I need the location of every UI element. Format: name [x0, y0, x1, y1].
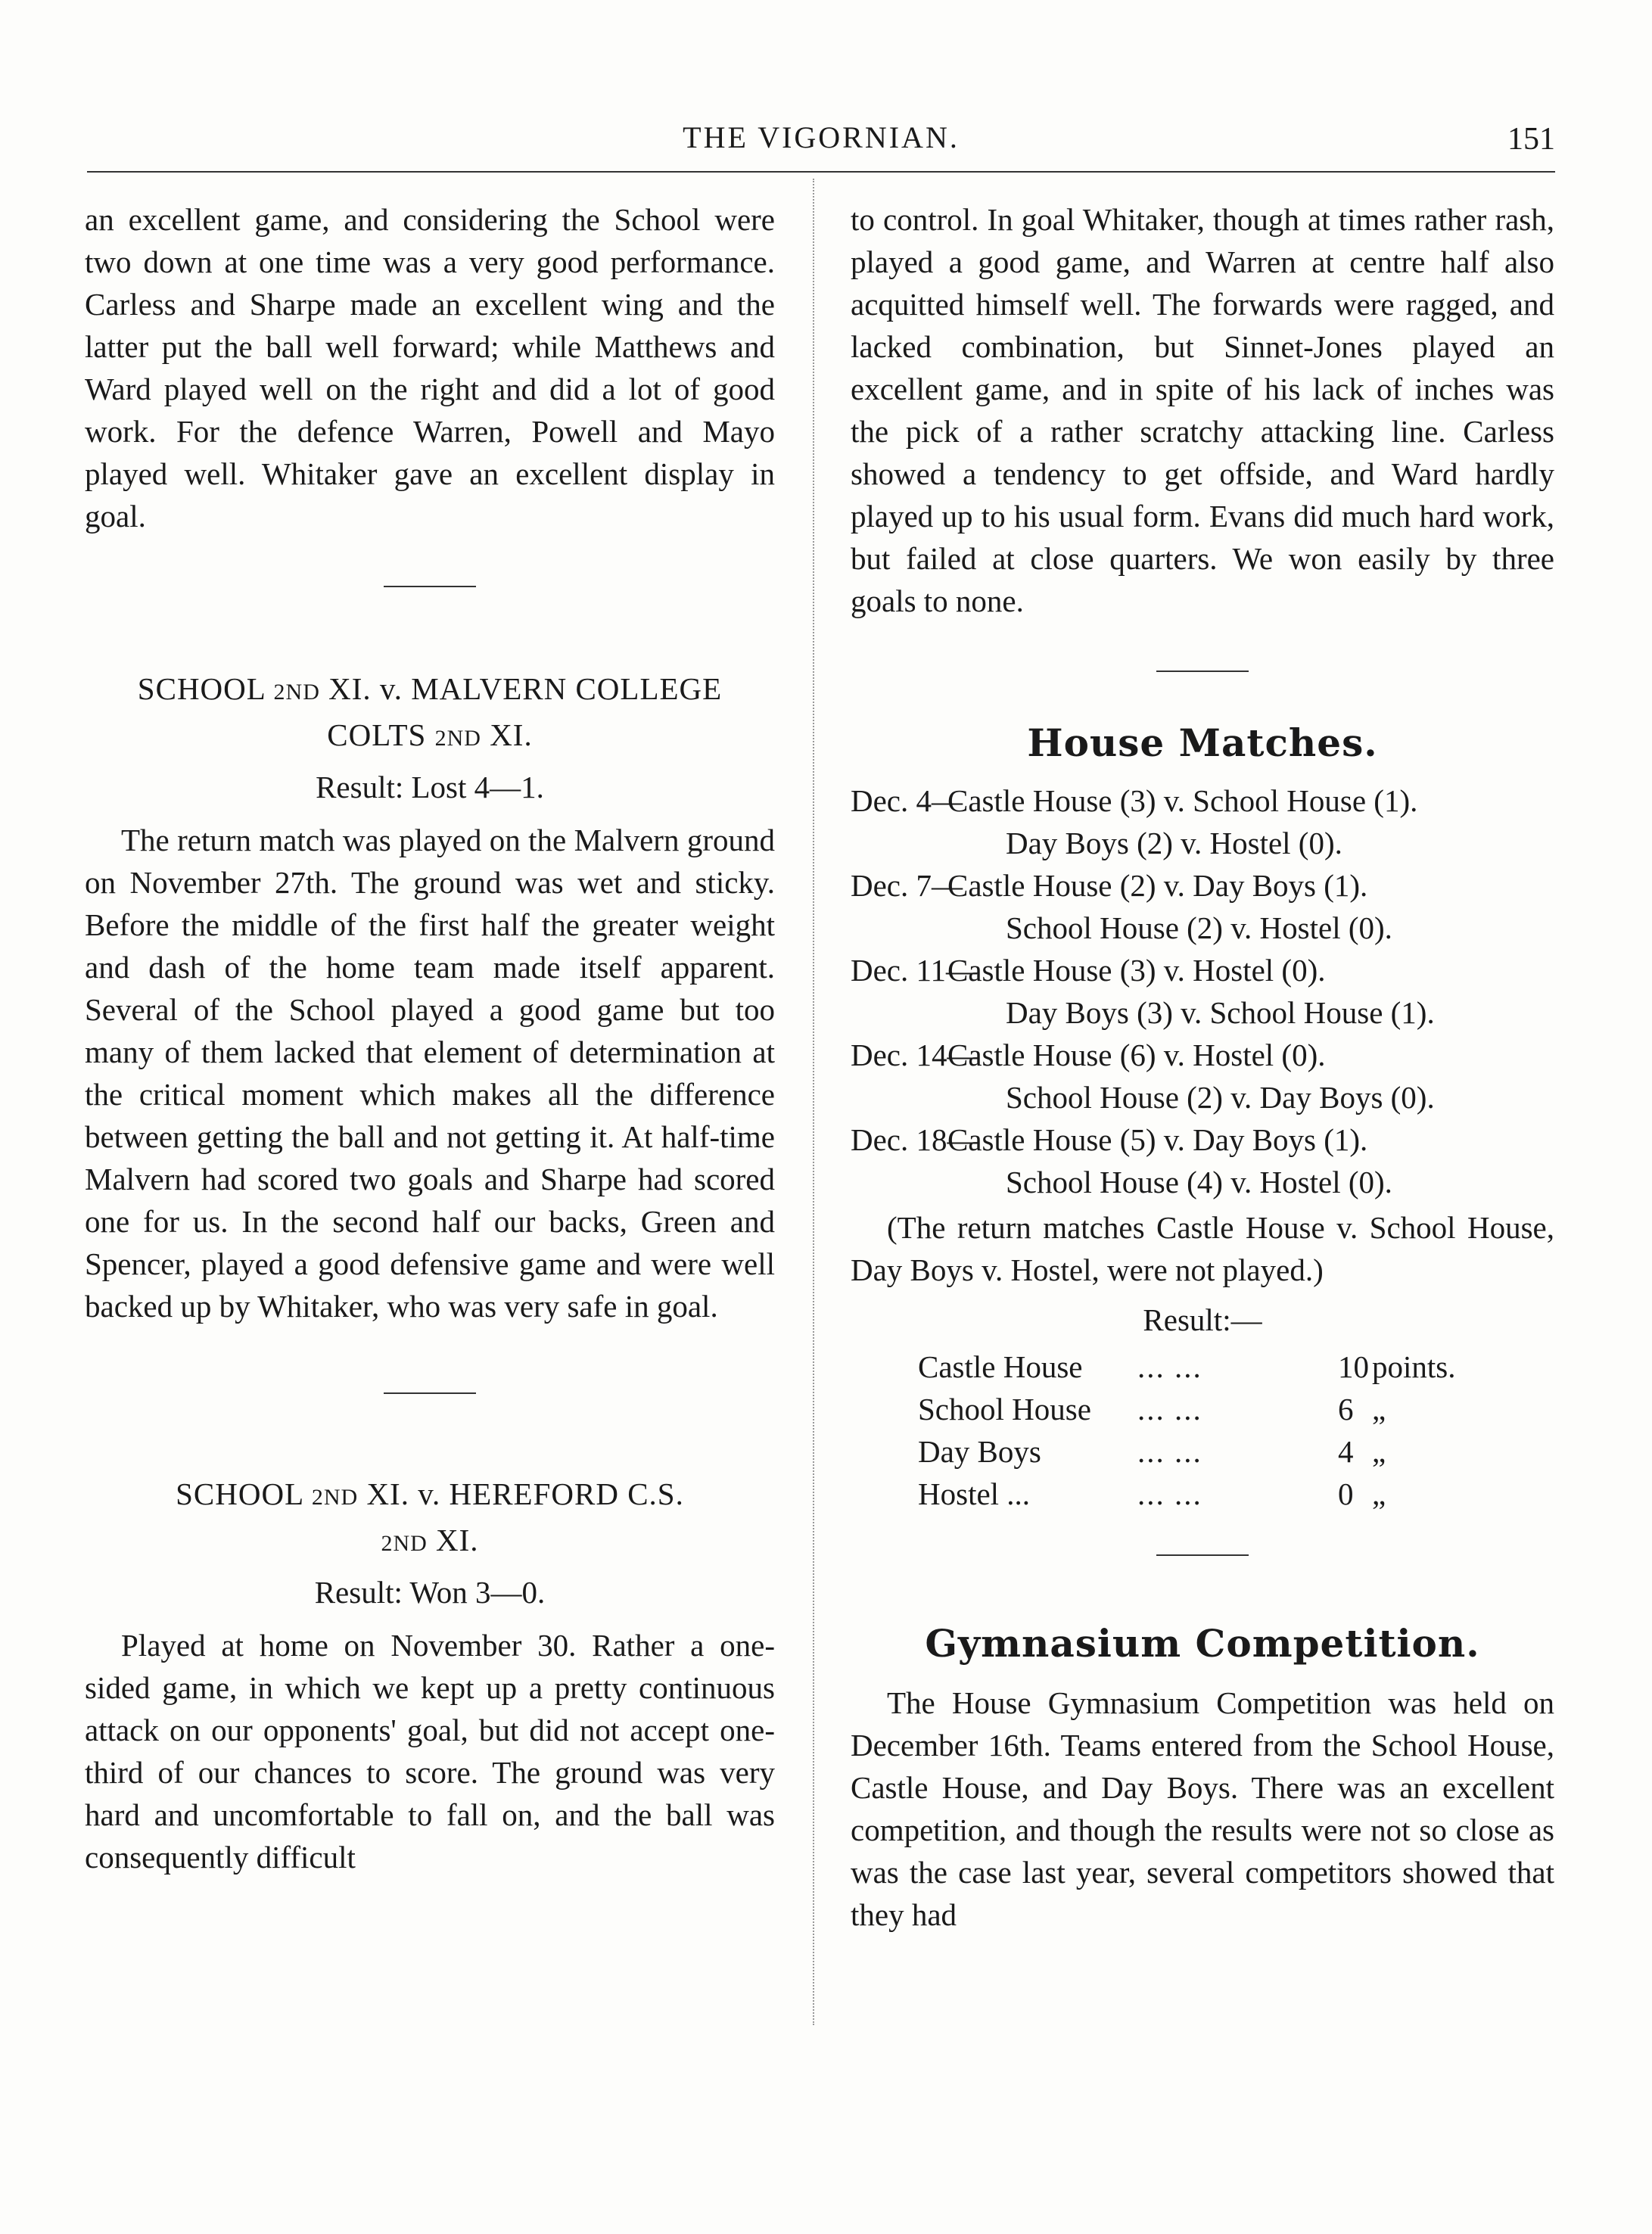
table-row — [918, 1346, 1554, 1388]
list-item — [851, 1161, 1554, 1203]
match-result-malvern: Result: Lost 4—1. — [316, 770, 544, 804]
gymnasium-title: Gymnasium Competition. — [925, 1621, 1480, 1666]
match-date: Dec. 4— — [851, 783, 963, 818]
list-item — [851, 1034, 1554, 1076]
page-number: 151 — [1507, 122, 1555, 157]
list-item — [851, 822, 1554, 864]
results-label: Result:— — [1143, 1302, 1262, 1337]
match-heading-hereford: SCHOOL 2ND XI. v. HEREFORD C.S. 2ND XI. — [176, 1476, 684, 1557]
match-line: Day Boys (3) v. School House (1). — [1006, 995, 1435, 1030]
match-date: Dec. 14— — [851, 1038, 978, 1072]
house-points: 4 — [1338, 1434, 1354, 1469]
points-unit: „ — [1372, 1434, 1386, 1469]
match-line: Castle House (3) v. Hostel (0). — [947, 953, 1326, 988]
match-date: Dec. 11— — [851, 953, 977, 988]
house-name: Castle House — [918, 1349, 1083, 1384]
list-item — [851, 1119, 1554, 1161]
left-column — [85, 198, 775, 1878]
right-column — [851, 198, 1554, 1936]
points-unit: „ — [1372, 1476, 1386, 1511]
house-name: Hostel ... — [918, 1476, 1031, 1511]
list-item — [851, 991, 1554, 1034]
house-points: 6 — [1338, 1392, 1354, 1427]
house-matches-note: (The return matches Castle House v. School House, Day Boys v. Hostel, were not played.) — [851, 1210, 1554, 1287]
match-line: Castle House (6) v. Hostel (0). — [947, 1038, 1326, 1072]
match-result-hereford: Result: Won 3—0. — [314, 1575, 546, 1610]
header-rule — [87, 171, 1555, 173]
table-row — [918, 1430, 1554, 1473]
leader-dots: ... ... — [1137, 1392, 1202, 1427]
continued-paragraph: an excellent game, and considering the School were two down at one time was a very good performance. Carless and Sharpe made an excellent wing and the latter put the ball well forward; while Matthews and Ward played well on the right and did a lot of good work. For the defence Warren, Powell and Mayo played well. Whitaker gave an excellent display in goal. — [85, 202, 775, 534]
house-name: Day Boys — [918, 1434, 1041, 1469]
house-match-list — [851, 779, 1554, 1203]
match-heading-malvern: SCHOOL 2ND XI. v. MALVERN COLLEGE COLTS 2ND XI. — [137, 671, 723, 752]
running-title: THE VIGORNIAN. — [683, 120, 960, 154]
list-item — [851, 779, 1554, 822]
house-name: School House — [918, 1392, 1091, 1427]
match-line: Day Boys (2) v. Hostel (0). — [1006, 826, 1342, 860]
match-date: Dec. 18— — [851, 1122, 978, 1157]
match-line: Castle House (5) v. Day Boys (1). — [947, 1122, 1368, 1157]
match-line: School House (2) v. Day Boys (0). — [1006, 1080, 1435, 1115]
match-date: Dec. 7— — [851, 868, 963, 903]
results-table — [918, 1346, 1554, 1515]
table-row — [918, 1388, 1554, 1430]
continued-paragraph-right: to control. In goal Whitaker, though at times rather rash, played a good game, and Warren at centre half also acquitted himself well. The forwards were ragged, and lacked combination, but Sinnet-Jones played an excellent game, and in spite of his lack of inches was the pick of a rather scratchy attacking line. Carless showed a tendency to get offside, and Ward hardly played up to his usual form. Evans did much hard work, but failed at close quarters. We won easily by three goals to none. — [851, 202, 1554, 618]
list-item — [851, 949, 1554, 991]
leader-dots: ... ... — [1137, 1349, 1202, 1384]
match-report-hereford: Played at home on November 30. Rather a one-sided game, in which we kept up a pretty continuous attack on our opponents' goal, but did not accept one-third of our chances to score. The ground was very hard and uncomfortable to fall on, and the ball was consequently difficult — [85, 1628, 775, 1875]
match-line: School House (4) v. Hostel (0). — [1006, 1165, 1392, 1199]
match-line: Castle House (2) v. Day Boys (1). — [947, 868, 1368, 903]
house-matches-title: House Matches. — [1027, 720, 1378, 765]
list-item — [851, 907, 1554, 949]
house-points: 0 — [1338, 1476, 1354, 1511]
house-points: 10 — [1338, 1349, 1369, 1384]
leader-dots: ... ... — [1137, 1476, 1202, 1511]
leader-dots: ... ... — [1137, 1434, 1202, 1469]
points-unit: points. — [1372, 1349, 1456, 1384]
table-row — [918, 1473, 1554, 1515]
column-divider — [813, 179, 814, 2025]
list-item — [851, 1076, 1554, 1119]
match-line: Castle House (3) v. School House (1). — [947, 783, 1418, 818]
match-report-malvern: The return match was played on the Malvern ground on November 27th. The ground was wet and sticky. Before the middle of the first half the greater weight and dash of the home team made itself apparent. Several of the School played a good game but too many of them lacked that element of determination at the critical moment which makes all the difference between getting the ball and not getting it. At half-time Malvern had scored two goals and Sharpe had scored one for us. In the second half our backs, Green and Spencer, played a good defensive game and were well backed up by Whitaker, who was very safe in goal. — [85, 823, 775, 1324]
points-unit: „ — [1372, 1392, 1386, 1427]
list-item — [851, 864, 1554, 907]
match-line: School House (2) v. Hostel (0). — [1006, 910, 1392, 945]
page-header — [87, 120, 1555, 165]
gymnasium-report: The House Gymnasium Competition was held on December 16th. Teams entered from the School House, Castle House, and Day Boys. There was an excellent competition, and though the results were not so close as was the case last year, several competitors showed that they had — [851, 1685, 1554, 1932]
